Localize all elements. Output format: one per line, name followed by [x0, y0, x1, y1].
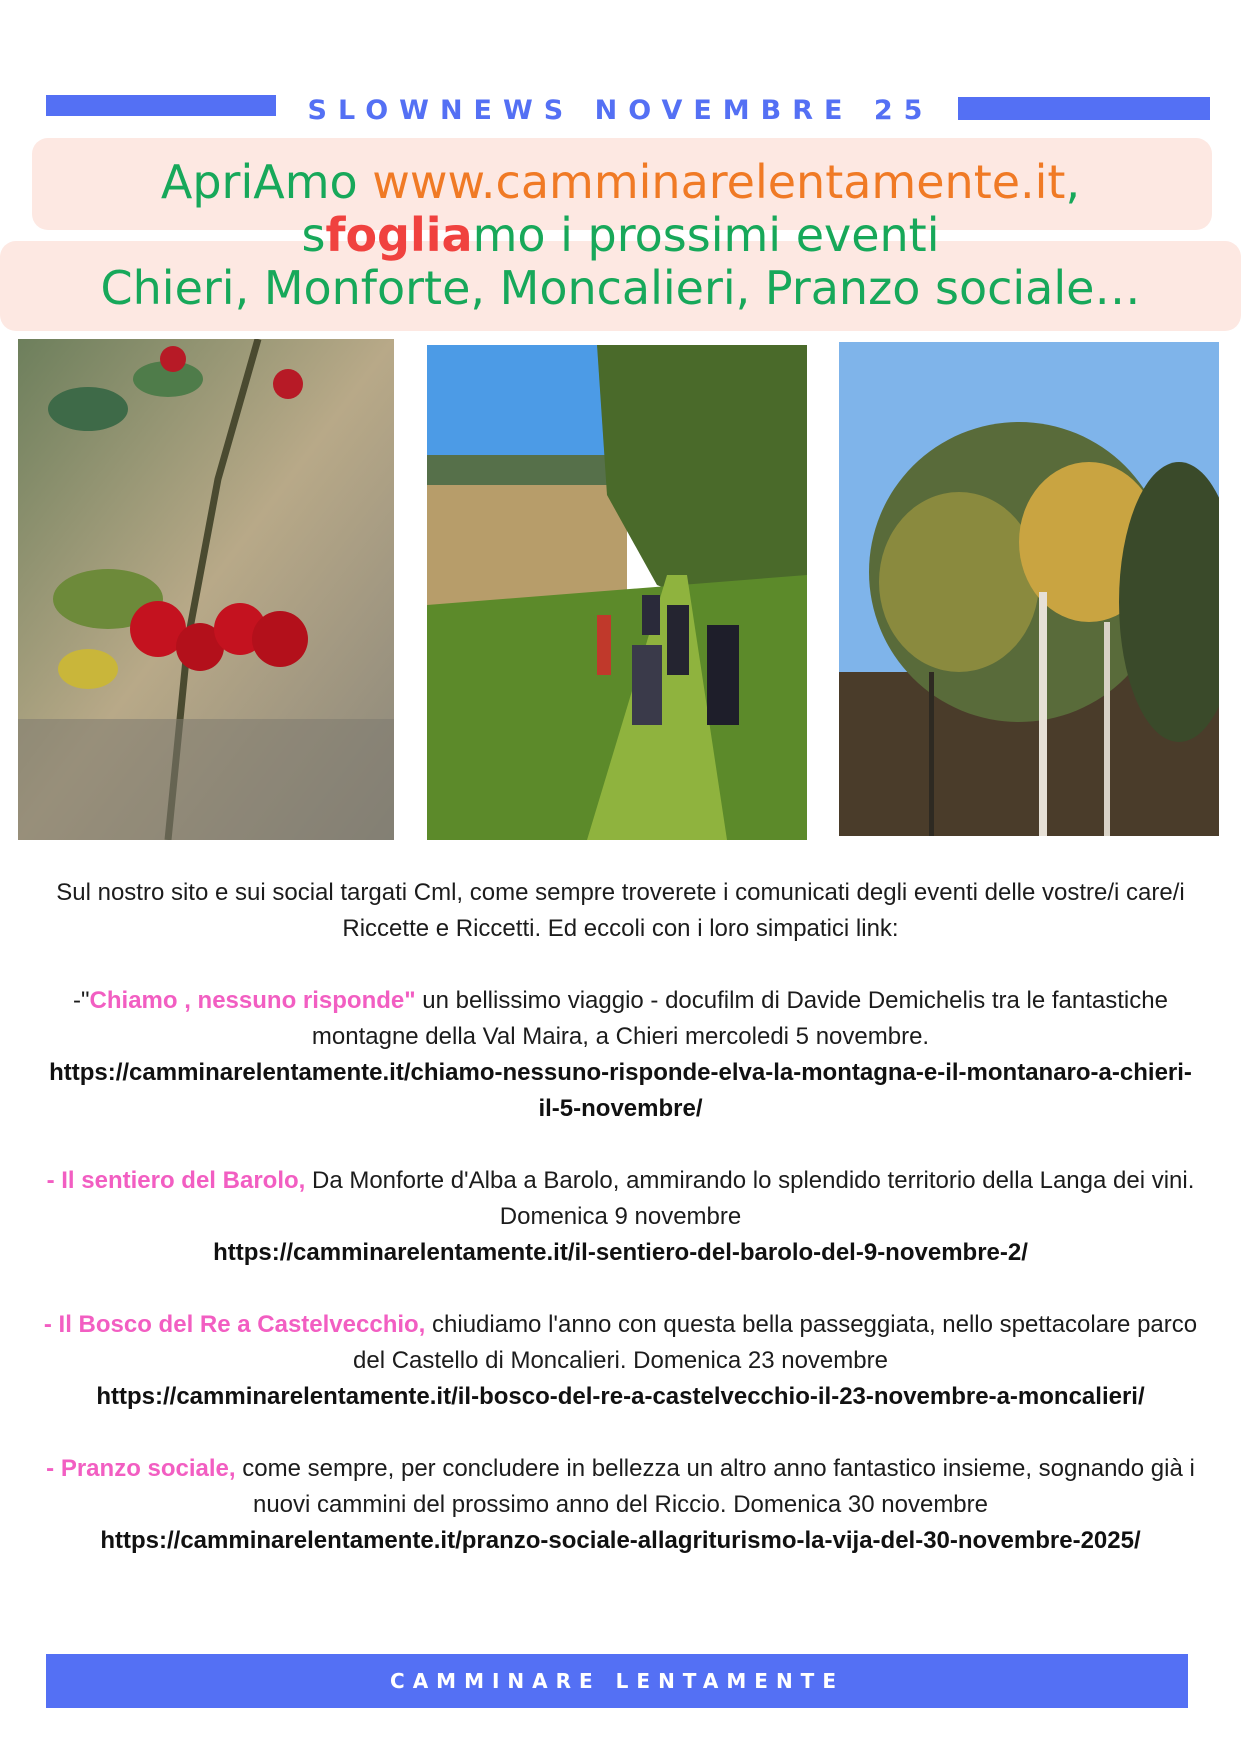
event-title: - Pranzo sociale, [46, 1455, 236, 1482]
newsletter-body [40, 875, 1201, 1559]
photo-trees [839, 342, 1219, 836]
site-link[interactable]: www.camminarelentamente.it [372, 155, 1066, 209]
event-link[interactable]: https://camminarelentamente.it/il-bosco-del-re-a-castelvecchio-il-23-novembre-a-moncalieri/ [96, 1383, 1145, 1410]
spacer [40, 1415, 1201, 1451]
event-title: - Il Bosco del Re a Castelvecchio, [43, 1311, 426, 1338]
event-description: come sempre, per concludere in bellezza un altro anno fantastico insieme, sognando già i nuovi cammini del prossimo anno del Riccio. Domenica 30 novembre [235, 1455, 1195, 1518]
event-castelvecchio [40, 1307, 1201, 1379]
headline-line-1 [0, 155, 1241, 209]
event-link[interactable]: https://camminarelentamente.it/chiamo-nessuno-risponde-elva-la-montagna-e-il-montanaro-a-chieri-il-5-novembre/ [49, 1059, 1192, 1122]
event-link[interactable]: https://camminarelentamente.it/pranzo-sociale-allagriturismo-la-vija-del-30-novembre-2025/ [100, 1527, 1141, 1554]
photo-rosehips [18, 339, 394, 840]
event-title: Chiamo , nessuno risponde" [89, 987, 416, 1014]
event-description: chiudiamo l'anno con questa bella passeggiata, nello spettacolare parco del Castello di Moncalieri. Domenica 23 novembre [353, 1311, 1198, 1374]
headline-rest: mo i prossimi eventi [472, 208, 940, 262]
headline-line-2 [0, 208, 1241, 262]
headline-line-3: Chieri, Monforte, Moncalieri, Pranzo sociale… [100, 261, 1141, 315]
event-prefix: -" [73, 987, 90, 1014]
spacer [40, 1127, 1201, 1163]
photo-hikers [427, 345, 807, 840]
headline-foglia: foglia [325, 208, 473, 262]
newsletter-title: SLOWNEWS NOVEMBRE 25 [307, 95, 934, 126]
event-link[interactable]: https://camminarelentamente.it/il-sentiero-del-barolo-del-9-novembre-2/ [213, 1239, 1028, 1266]
event-description: un bellissimo viaggio - docufilm di Davide Demichelis tra le fantastiche montagne della Val Maira, a Chieri mercoledi 5 novembre. [311, 987, 1168, 1050]
spacer [40, 947, 1201, 983]
headline-prefix: ApriAmo [160, 155, 373, 209]
spacer [40, 1271, 1201, 1307]
event-chieri [40, 983, 1201, 1055]
headline-s: s [301, 208, 326, 262]
event-description: Da Monforte d'Alba a Barolo, ammirando lo splendido territorio della Langa dei vini. Domenica 9 novembre [305, 1167, 1195, 1230]
footer-banner: CAMMINARE LENTAMENTE [46, 1654, 1188, 1708]
event-barolo [40, 1163, 1201, 1235]
headline-comma: , [1065, 155, 1081, 209]
intro-paragraph: Sul nostro sito e sui social targati Cml, come sempre troverete i comunicati degli eventi delle vostre/i care/i Riccette e Riccetti. Ed eccoli con i loro simpatici link: [56, 879, 1185, 942]
event-pranzo [40, 1451, 1201, 1523]
event-title: - Il sentiero del Barolo, [46, 1167, 306, 1194]
